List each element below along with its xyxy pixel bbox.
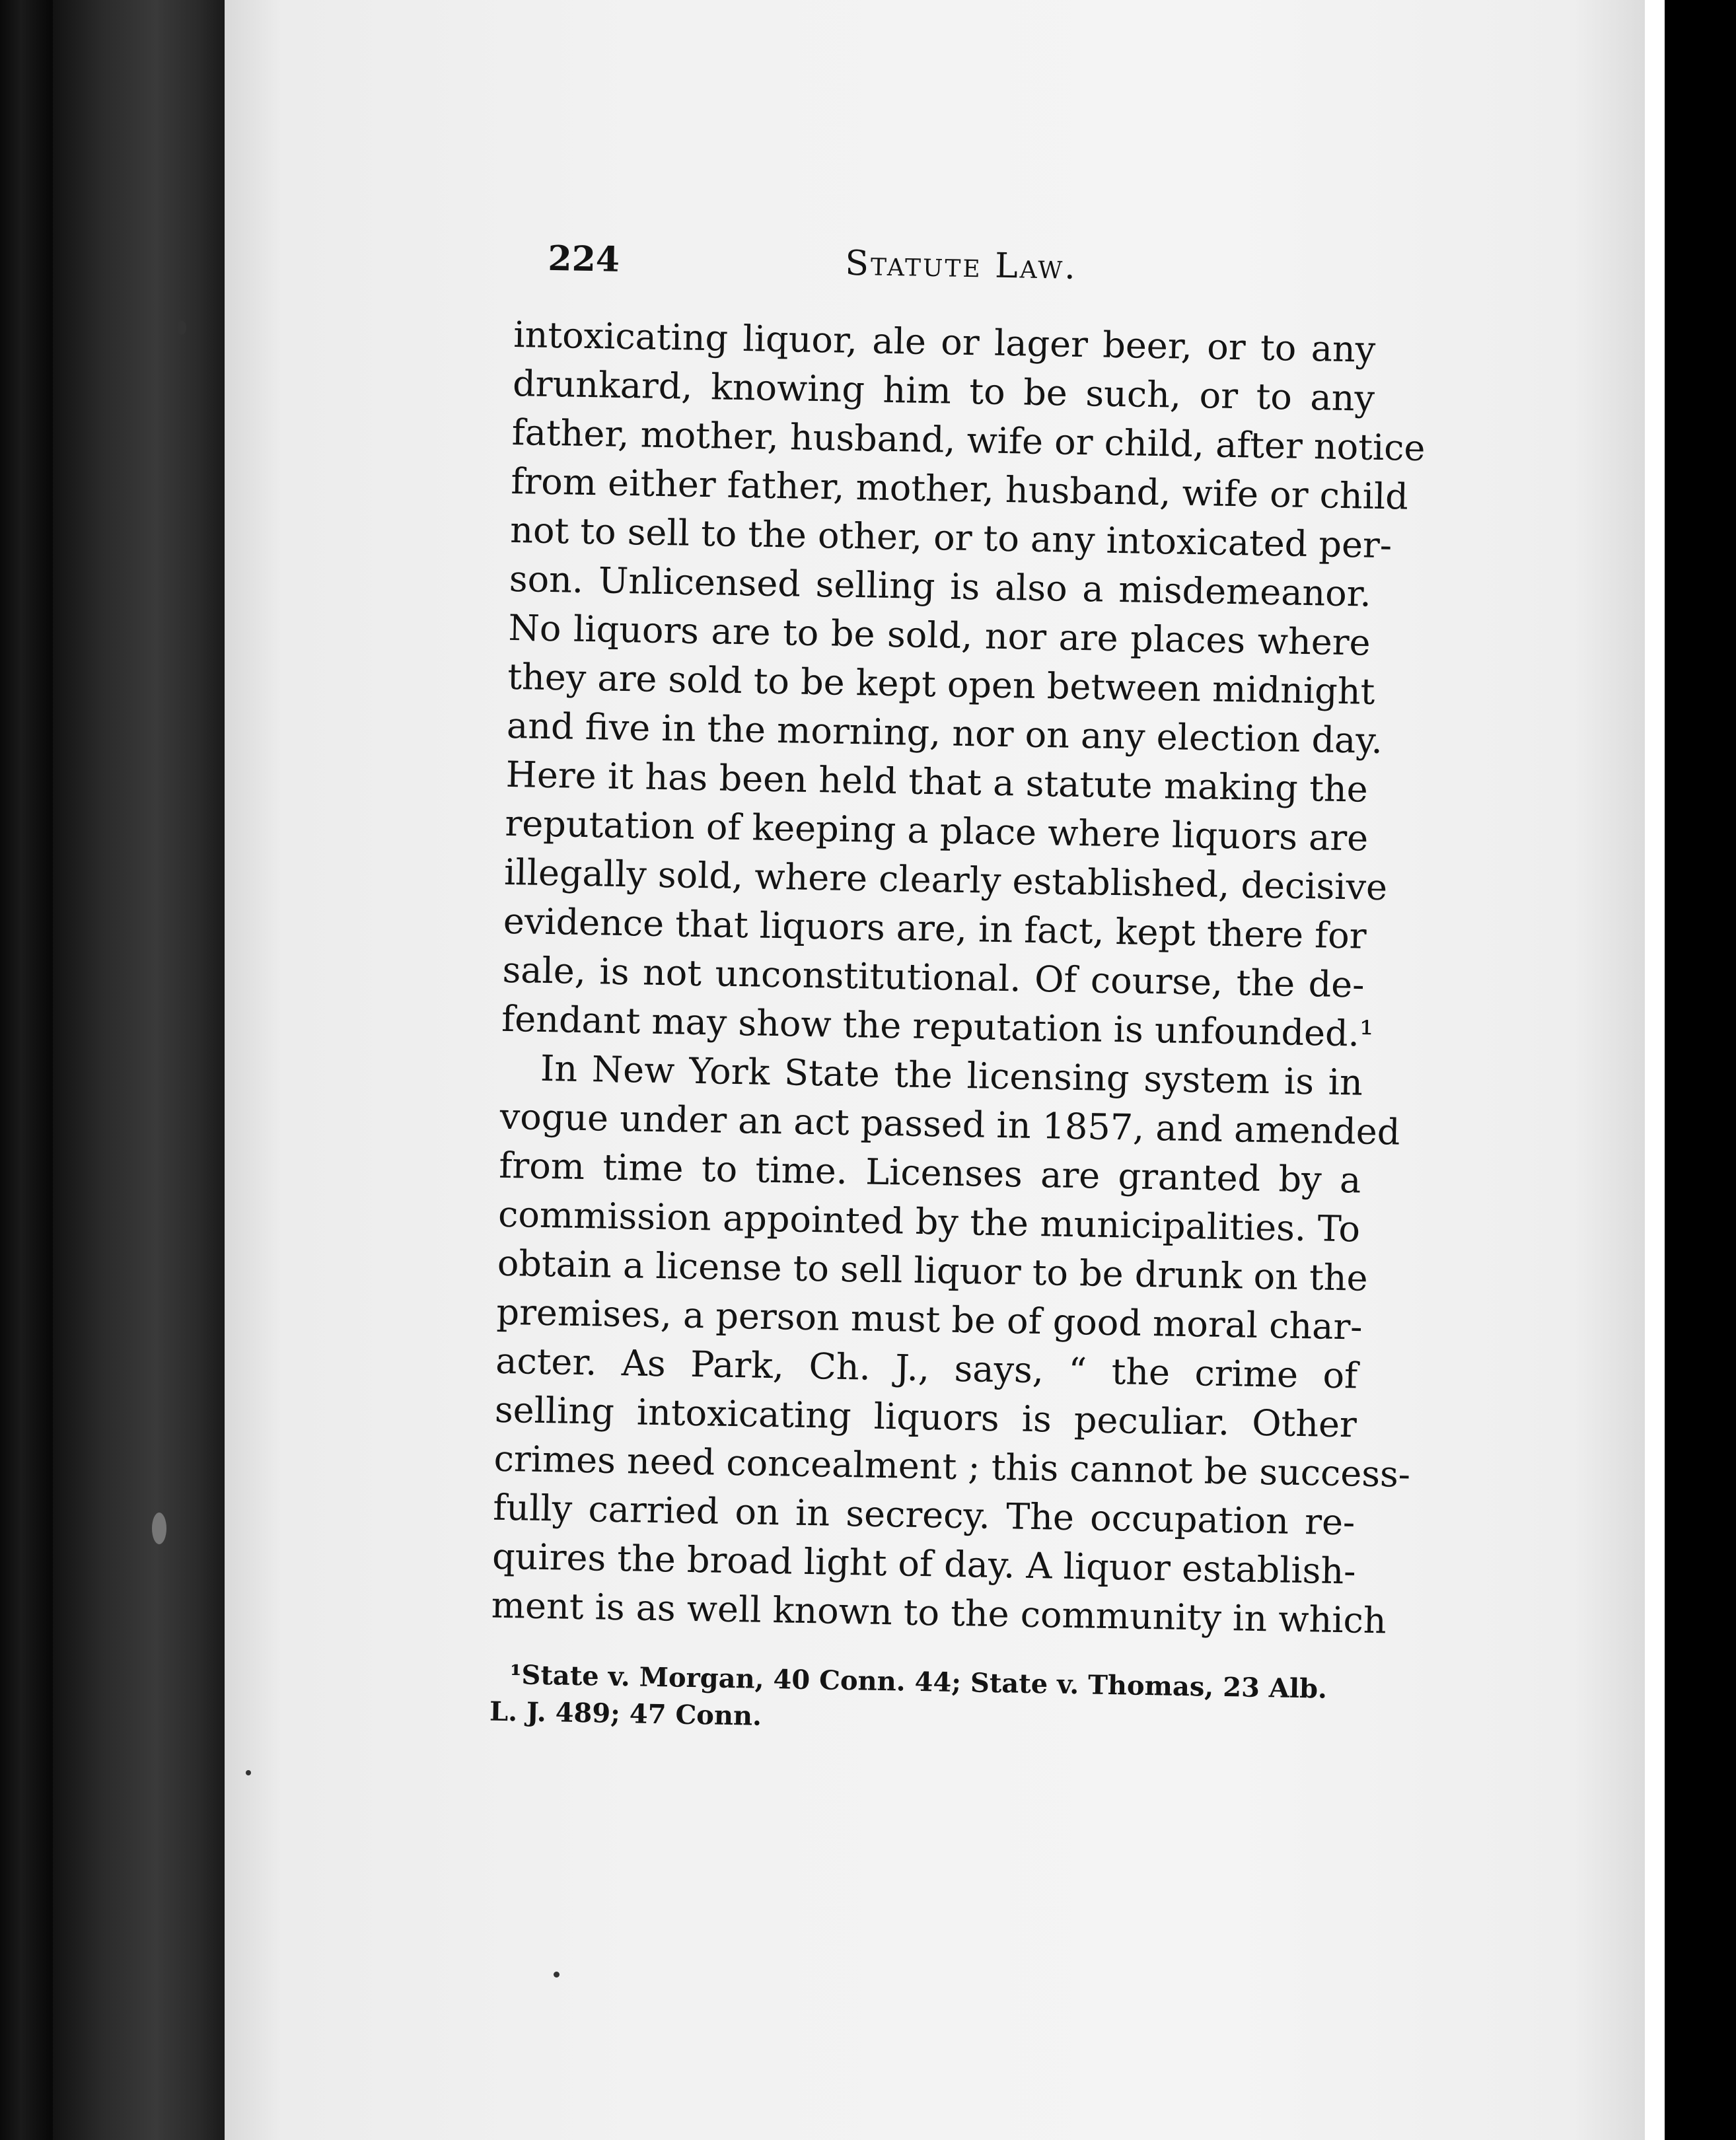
text-line: not to sell to the other, or to any intoxicated per- xyxy=(509,509,1392,567)
text-line: acter. As Park, Ch. J., says, “ the crime of xyxy=(495,1339,1358,1397)
text-line: fully carried on in secrecy. The occupation re- xyxy=(492,1486,1356,1544)
body-text xyxy=(491,310,1426,1645)
scan-background xyxy=(1665,0,1736,2140)
footnote-line: L. J. 489; 47 Conn. xyxy=(489,1695,762,1732)
text-line: illegally sold, where clearly established, decisive xyxy=(503,851,1388,909)
text-line: Here it has been held that a statute making the xyxy=(505,753,1369,810)
page-edge xyxy=(1645,0,1665,2140)
text-line: from time to time. Licenses are granted by a xyxy=(498,1144,1361,1201)
text-line: fendant may show the reputation is unfounded.¹ xyxy=(501,997,1375,1055)
text-line: selling intoxicating liquors is peculiar. Other xyxy=(494,1388,1357,1446)
text-line: ment is as well known to the community in which xyxy=(491,1584,1387,1642)
page-number: 224 xyxy=(547,238,620,280)
text-line: quires the broad light of day. A liquor establish- xyxy=(491,1535,1356,1592)
text-line: No liquors are to be sold, nor are places where xyxy=(508,606,1371,664)
text-line: In New York State the licensing system is in xyxy=(540,1047,1363,1104)
text-line: crimes need concealment ; this cannot be success- xyxy=(493,1437,1411,1495)
text-line: commission appointed by the municipalities. To xyxy=(497,1193,1361,1250)
text-line: and five in the morning, nor on any election day. xyxy=(506,704,1383,762)
dust-speck xyxy=(554,1972,560,1978)
text-line: sale, is not unconstitutional. Of course, the de- xyxy=(502,948,1365,1006)
text-line: from either father, mother, husband, wife or child xyxy=(511,460,1409,518)
running-head: Statute Law. xyxy=(844,243,1078,287)
footnote-line: ¹State v. Morgan, 40 Conn. 44; State v. Thomas, 23 Alb. xyxy=(509,1659,1328,1705)
page-content xyxy=(489,238,1426,1746)
dust-speck xyxy=(152,1513,166,1544)
text-line: intoxicating liquor, ale or lager beer, or to any xyxy=(513,313,1376,371)
dust-speck xyxy=(177,320,186,335)
text-line: drunkard, knowing him to be such, or to any xyxy=(512,362,1375,419)
text-line: obtain a license to sell liquor to be drunk on the xyxy=(497,1242,1369,1299)
book-gutter xyxy=(53,0,225,2140)
text-line: father, mother, husband, wife or child, after notice xyxy=(511,411,1426,470)
dust-speck xyxy=(246,1770,251,1775)
text-line: son. Unlicensed selling is also a misdemeanor. xyxy=(509,557,1372,615)
footnotes xyxy=(489,1657,1363,1746)
text-line: evidence that liquors are, in fact, kept there for xyxy=(503,900,1367,957)
page-header xyxy=(514,238,1387,326)
text-line: vogue under an act passed in 1857, and amended xyxy=(499,1095,1400,1153)
text-line: premises, a person must be of good moral char- xyxy=(496,1291,1363,1348)
text-line: they are sold to be kept open between midnight xyxy=(507,655,1375,713)
book-spine xyxy=(0,0,53,2140)
text-line: reputation of keeping a place where liquors are xyxy=(504,802,1369,859)
